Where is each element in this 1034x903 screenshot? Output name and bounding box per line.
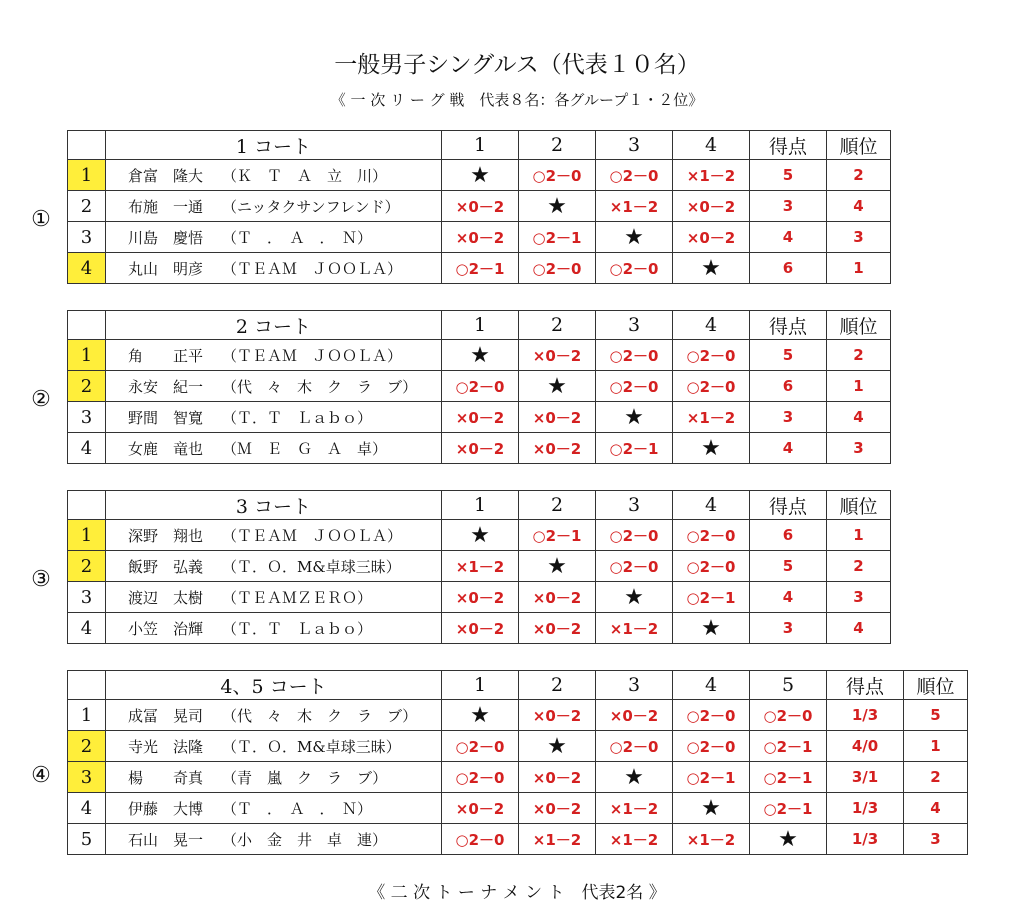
opponent-column-header: 1 [442,671,519,700]
points-value: 4/0 [827,731,904,762]
player-row [68,402,891,433]
player-club: （ＴＥＡＭ ＪＯＯＬＡ） [222,259,403,278]
player-row [68,340,891,371]
self-match-star-icon: ★ [596,582,673,613]
match-result: ○2－1 [750,793,827,824]
player-index: 3 [68,402,106,433]
player-index: 3 [68,582,106,613]
player-name: 丸山 明彦 [128,259,204,278]
player-club: （Ｔ．Ｏ．M&卓球三昧） [222,737,401,756]
player-row [68,253,891,284]
player-row [68,613,891,644]
match-result: ×1－2 [596,613,673,644]
self-match-star-icon: ★ [673,253,750,284]
opponent-column-header: 3 [596,131,673,160]
match-result: ×0－2 [519,433,596,464]
player-club: （Ｔ．Ｏ．M&卓球三昧） [222,557,401,576]
points-value: 6 [750,253,827,284]
match-result: ×0－2 [519,402,596,433]
points-header: 得点 [750,311,827,340]
match-result: ○2－0 [519,160,596,191]
self-match-star-icon: ★ [519,731,596,762]
match-result: ×0－2 [442,613,519,644]
rank-header: 順位 [827,131,891,160]
match-result: ×0－2 [442,582,519,613]
match-result: ○2－0 [596,520,673,551]
player-name: 川島 慶悟 [128,228,204,247]
player-name: 倉富 隆大 [128,166,204,185]
self-match-star-icon: ★ [442,160,519,191]
match-result: ○2－1 [673,582,750,613]
self-match-star-icon: ★ [442,340,519,371]
self-match-star-icon: ★ [442,700,519,731]
player-name: 飯野 弘義 [128,557,204,576]
group-table [67,130,891,284]
player-club: （Ｍ Ｅ Ｇ Ａ 卓） [222,439,388,458]
player-index: 1 [68,700,106,731]
player-row [68,793,968,824]
rank-value: 3 [904,824,968,855]
player-club: （ＴＥＡＭ ＪＯＯＬＡ） [222,346,403,365]
opponent-column-header: 2 [519,671,596,700]
player-index: 4 [68,613,106,644]
match-result: ×1－2 [673,160,750,191]
header-blank-cell [68,671,106,700]
self-match-star-icon: ★ [673,433,750,464]
player-row [68,824,968,855]
player-cell [106,160,442,191]
court-label: 1 コート [106,131,442,160]
match-result: ×1－2 [442,551,519,582]
table-header-row [68,131,891,160]
match-result: ×0－2 [442,402,519,433]
player-cell [106,253,442,284]
match-result: ×0－2 [519,582,596,613]
self-match-star-icon: ★ [442,520,519,551]
player-index: 4 [68,433,106,464]
points-header: 得点 [750,131,827,160]
player-row [68,551,891,582]
rank-value: 5 [904,700,968,731]
points-value: 4 [750,433,827,464]
player-cell [106,191,442,222]
rank-header: 順位 [827,491,891,520]
match-result: ×0－2 [442,222,519,253]
rank-value: 3 [827,582,891,613]
player-cell [106,582,442,613]
player-index: 2 [68,371,106,402]
group-table [67,670,968,855]
points-value: 3 [750,402,827,433]
player-club: （Ｔ ． Ａ ． Ｎ） [222,228,373,247]
match-result: ○2－0 [596,340,673,371]
rank-value: 2 [904,762,968,793]
rank-value: 4 [904,793,968,824]
player-club: （ニッタクサンフレンド） [222,197,400,216]
player-club: （青 嵐 ク ラ ブ） [222,768,388,787]
match-result: ○2－0 [519,253,596,284]
opponent-column-header: 4 [673,491,750,520]
match-result: ○2－1 [750,762,827,793]
match-result: ○2－1 [750,731,827,762]
court-label: 3 コート [106,491,442,520]
rank-value: 2 [827,551,891,582]
opponent-column-header: 2 [519,311,596,340]
match-result: ○2－1 [596,433,673,464]
self-match-star-icon: ★ [673,793,750,824]
court-label: 2 コート [106,311,442,340]
player-index: 1 [68,520,106,551]
match-result: ○2－0 [673,551,750,582]
points-value: 3/1 [827,762,904,793]
opponent-column-header: 2 [519,491,596,520]
match-result: ○2－0 [442,824,519,855]
group-marker: ① [31,207,51,232]
player-index: 1 [68,340,106,371]
header-blank-cell [68,131,106,160]
opponent-column-header: 4 [673,671,750,700]
match-result: ○2－0 [673,700,750,731]
player-club: （代 々 木 ク ラ ブ） [222,377,418,396]
player-name: 成冨 晃司 [128,706,204,725]
opponent-column-header: 3 [596,491,673,520]
points-value: 3 [750,191,827,222]
player-name: 女鹿 竜也 [128,439,204,458]
opponent-column-header: 3 [596,311,673,340]
group-table [67,310,891,464]
match-result: ×0－2 [519,793,596,824]
opponent-column-header: 4 [673,131,750,160]
rank-header: 順位 [827,311,891,340]
player-club: （ＴＥＡＭＺＥＲＯ） [222,588,373,607]
player-club: （Ｔ．Ｔ Ｌａｂｏ） [222,619,373,638]
player-index: 4 [68,793,106,824]
header-blank-cell [68,491,106,520]
opponent-column-header: 1 [442,131,519,160]
player-cell [106,824,442,855]
self-match-star-icon: ★ [596,762,673,793]
self-match-star-icon: ★ [519,191,596,222]
player-index: 3 [68,222,106,253]
player-cell [106,520,442,551]
table-header-row [68,311,891,340]
match-result: ○2－0 [596,551,673,582]
match-result: ×1－2 [596,793,673,824]
match-result: ○2－1 [442,253,519,284]
points-value: 4 [750,222,827,253]
points-value: 1/3 [827,793,904,824]
points-value: 6 [750,520,827,551]
points-value: 1/3 [827,824,904,855]
match-result: ×1－2 [673,824,750,855]
opponent-column-header: 2 [519,131,596,160]
player-club: （小 金 井 卓 連） [222,830,388,849]
group-marker: ② [31,387,51,412]
points-value: 1/3 [827,700,904,731]
match-result: ×0－2 [519,762,596,793]
points-value: 5 [750,551,827,582]
match-result: ○2－1 [673,762,750,793]
opponent-column-header: 1 [442,311,519,340]
self-match-star-icon: ★ [519,551,596,582]
match-result: ○2－0 [596,253,673,284]
player-index: 1 [68,160,106,191]
points-header: 得点 [827,671,904,700]
player-cell [106,222,442,253]
opponent-column-header: 4 [673,311,750,340]
player-name: 永安 紀一 [128,377,204,396]
league-subtitle: 《 一 次 リ ー グ 戦 代表８名：各グループ１・２位》 [330,91,704,109]
group-table [67,490,891,644]
match-result: ×0－2 [519,700,596,731]
match-result: ○2－0 [442,731,519,762]
match-result: ×1－2 [596,191,673,222]
player-cell [106,340,442,371]
player-cell [106,551,442,582]
points-value: 6 [750,371,827,402]
match-result: ×1－2 [596,824,673,855]
player-cell [106,613,442,644]
table-header-row [68,671,968,700]
self-match-star-icon: ★ [519,371,596,402]
match-result: ×0－2 [596,700,673,731]
player-club: （Ｔ ． Ａ ． Ｎ） [222,799,373,818]
match-result: ×0－2 [673,191,750,222]
match-result: ×0－2 [673,222,750,253]
player-row [68,191,891,222]
match-result: ×0－2 [442,191,519,222]
points-value: 5 [750,340,827,371]
match-result: ○2－0 [442,762,519,793]
player-index: 3 [68,762,106,793]
player-cell [106,731,442,762]
rank-value: 4 [827,613,891,644]
player-row [68,433,891,464]
court-label: 4、5 コート [106,671,442,700]
match-result: ○2－0 [673,371,750,402]
player-club: （ＴＥＡＭ ＪＯＯＬＡ） [222,526,403,545]
page-title: 一般男子シングルス（代表１０名） [334,52,700,78]
match-result: ×0－2 [442,433,519,464]
player-cell [106,762,442,793]
player-cell [106,371,442,402]
match-result: ○2－0 [596,371,673,402]
player-name: 野間 智寛 [128,408,204,427]
rank-value: 2 [827,160,891,191]
match-result: ○2－0 [596,160,673,191]
match-result: ×1－2 [673,402,750,433]
self-match-star-icon: ★ [596,402,673,433]
match-result: ○2－0 [750,700,827,731]
group-marker: ④ [31,762,51,788]
rank-value: 4 [827,191,891,222]
match-result: ○2－1 [519,222,596,253]
player-row [68,762,968,793]
player-index: 5 [68,824,106,855]
header-blank-cell [68,311,106,340]
rank-value: 1 [904,731,968,762]
player-name: 布施 一通 [128,197,204,216]
rank-header: 順位 [904,671,968,700]
self-match-star-icon: ★ [750,824,827,855]
table-header-row [68,491,891,520]
player-name: 角 正平 [128,346,204,365]
match-result: ×0－2 [442,793,519,824]
points-header: 得点 [750,491,827,520]
player-name: 石山 晃一 [128,830,204,849]
player-row [68,700,968,731]
player-name: 伊藤 大博 [128,799,204,818]
self-match-star-icon: ★ [596,222,673,253]
match-result: ○2－0 [673,520,750,551]
match-result: ○2－0 [442,371,519,402]
player-index: 2 [68,731,106,762]
player-row [68,731,968,762]
player-index: 2 [68,191,106,222]
player-cell [106,793,442,824]
player-club: （代 々 木 ク ラ ブ） [222,706,418,725]
match-result: ○2－0 [673,731,750,762]
group-marker: ③ [31,567,51,592]
rank-value: 1 [827,520,891,551]
player-cell [106,433,442,464]
player-name: 深野 翔也 [128,526,204,545]
self-match-star-icon: ★ [673,613,750,644]
points-value: 3 [750,613,827,644]
rank-value: 3 [827,222,891,253]
points-value: 4 [750,582,827,613]
player-name: 小笠 治輝 [128,619,204,638]
player-name: 寺光 法隆 [128,737,204,756]
player-cell [106,700,442,731]
player-name: 楊 奇真 [128,768,204,787]
player-row [68,222,891,253]
rank-value: 4 [827,402,891,433]
player-row [68,160,891,191]
match-result: ○2－1 [519,520,596,551]
tournament-subtitle: 《 二 次 ト ー ナ メ ン ト 代表2名 》 [368,883,666,903]
points-value: 5 [750,160,827,191]
match-result: ×0－2 [519,613,596,644]
player-club: （Ｔ．Ｔ Ｌａｂｏ） [222,408,373,427]
opponent-column-header: 3 [596,671,673,700]
match-result: ×0－2 [519,340,596,371]
player-index: 2 [68,551,106,582]
player-index: 4 [68,253,106,284]
opponent-column-header: 5 [750,671,827,700]
match-result: ○2－0 [596,731,673,762]
player-cell [106,402,442,433]
rank-value: 1 [827,371,891,402]
player-row [68,582,891,613]
match-result: ×1－2 [519,824,596,855]
player-row [68,520,891,551]
player-row [68,371,891,402]
rank-value: 1 [827,253,891,284]
rank-value: 2 [827,340,891,371]
player-club: （Ｋ Ｔ Ａ 立 川） [222,166,388,185]
player-name: 渡辺 太樹 [128,588,204,607]
rank-value: 3 [827,433,891,464]
match-result: ○2－0 [673,340,750,371]
opponent-column-header: 1 [442,491,519,520]
